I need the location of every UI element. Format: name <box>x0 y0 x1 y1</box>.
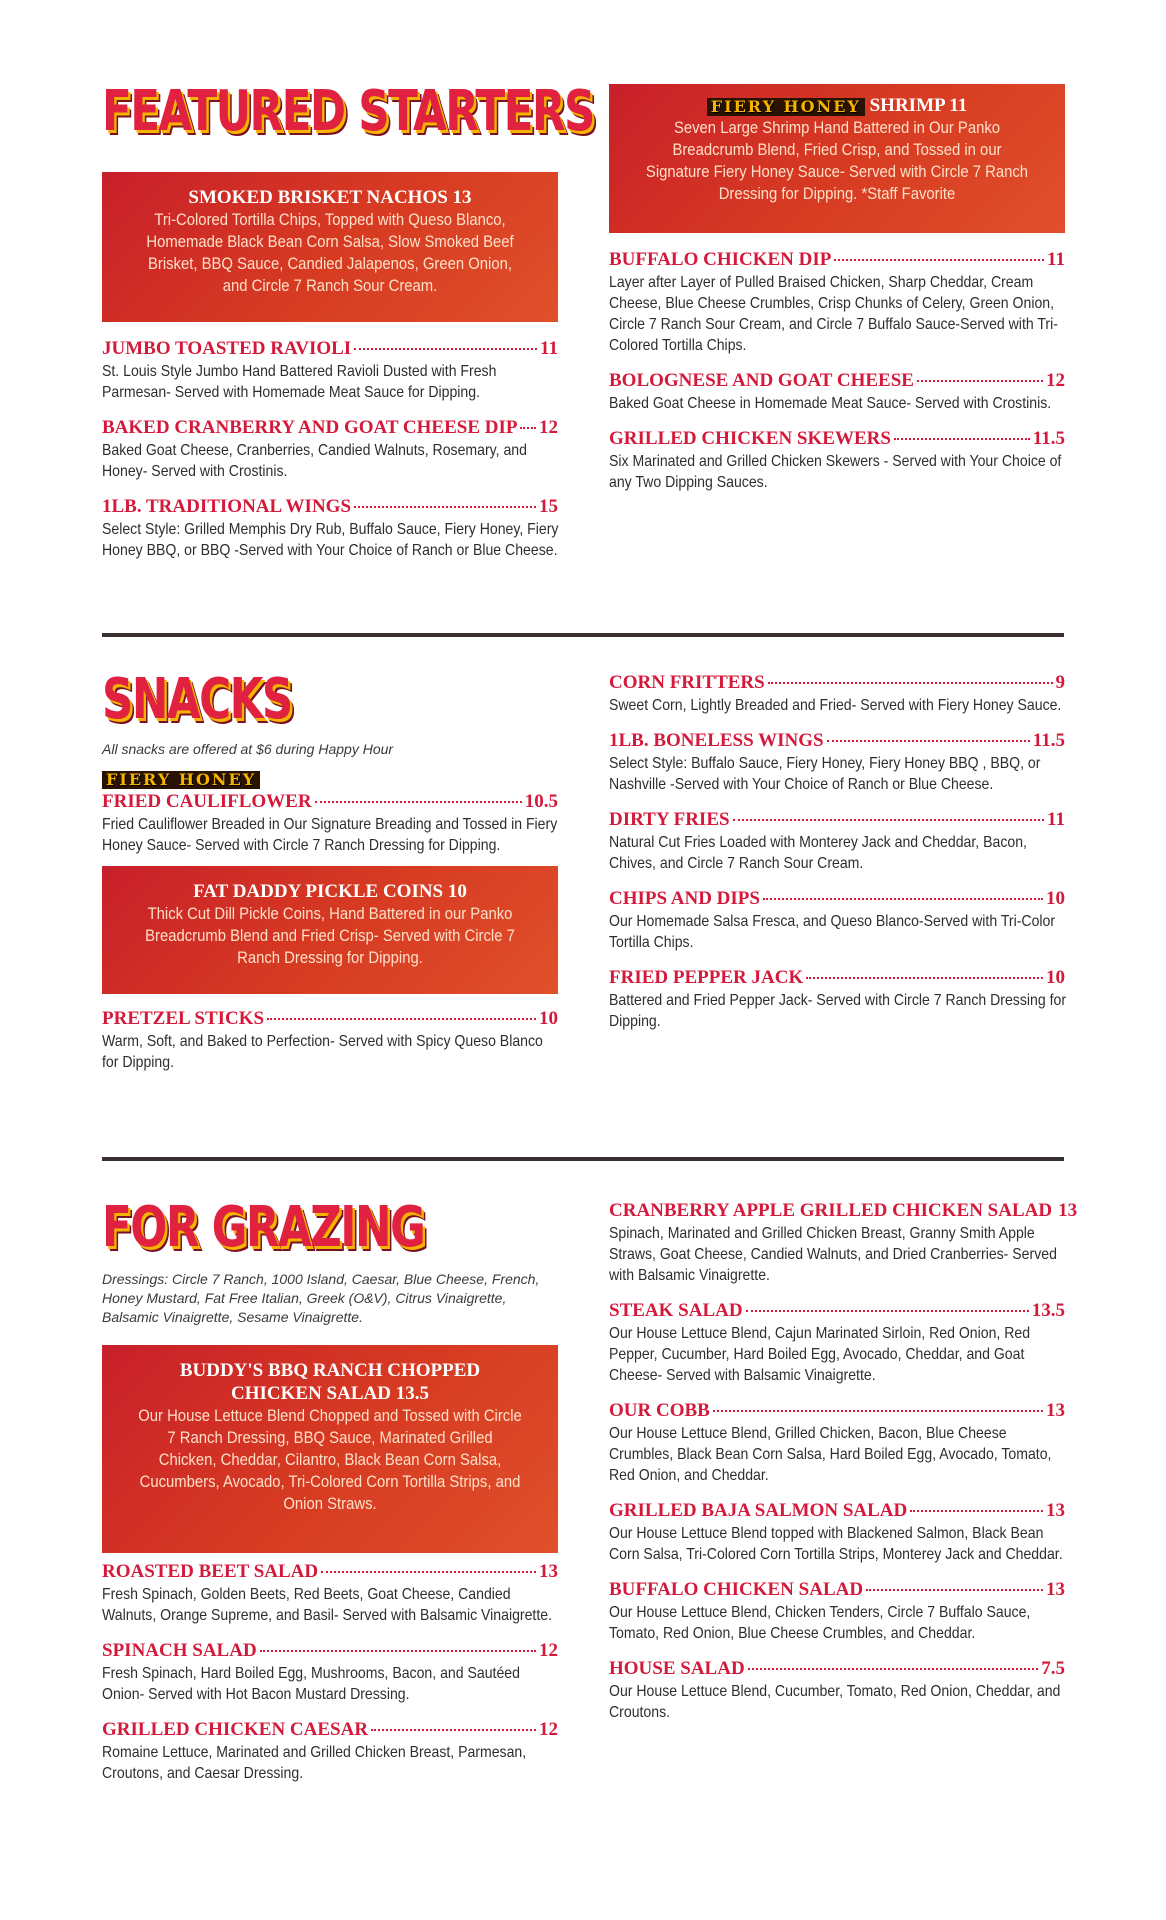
item-desc: Layer after Layer of Pulled Braised Chicken, Sharp Cheddar, Cream Cheese, Blue Cheese Crumbles, Crisp Chunks of Celery, Green Onion, Circle 7 Ranch Sour Cream, and Circle 7 Buffalo Sauce-Served with Tri-Colored Tortilla Chips. <box>609 274 1058 354</box>
item-desc: Six Marinated and Grilled Chicken Skewers - Served with Your Choice of any Two Dipping Sauces. <box>609 453 1062 491</box>
item-price: 11.5 <box>1032 730 1065 751</box>
item-name: GRILLED CHICKEN SKEWERS <box>609 428 891 449</box>
starters-left-column <box>102 79 594 575</box>
item-name: JUMBO TOASTED RAVIOLI <box>102 338 352 359</box>
item-price: 11 <box>1047 809 1065 830</box>
for-grazing-section <box>102 1195 1078 1836</box>
section-divider <box>102 633 1064 637</box>
grazing-left-column <box>102 1196 558 1798</box>
item-desc: Natural Cut Fries Loaded with Monterey Jack and Cheddar, Bacon, Chives, and Circle 7 Ranch Sour Cream. <box>609 834 1027 872</box>
item-name: CHIPS AND DIPS <box>609 888 760 909</box>
menu-item <box>609 672 1065 716</box>
happy-hour-note: All snacks are offered at $6 during Happy Hour <box>102 741 394 757</box>
item-desc: St. Louis Style Jumbo Hand Battered Ravioli Dusted with Fresh Parmesan- Served with Homemade Meat Sauce for Dipping. <box>102 363 497 401</box>
item-name: STEAK SALAD <box>609 1300 743 1321</box>
featured-item-box <box>102 866 558 994</box>
menu-item <box>102 1561 558 1626</box>
featured-item-box <box>102 172 558 322</box>
item-name: CRANBERRY APPLE GRILLED CHICKEN SALAD <box>609 1200 1053 1221</box>
item-price: 10 <box>539 1008 558 1030</box>
featured-item-desc: Seven Large Shrimp Hand Battered in Our Panko Breadcrumb Blend, Fried Crisp, and Tossed in our Signature Fiery Honey Sauce- Served with Circle 7 Ranch Dressing for Dipping. *Staff Favorite <box>645 119 1029 203</box>
item-price: 15 <box>539 496 558 517</box>
item-price: 10 <box>1046 888 1065 909</box>
item-price: 13 <box>539 1561 558 1582</box>
item-price: 12 <box>539 417 558 438</box>
menu-item <box>102 1719 558 1784</box>
item-name: BUFFALO CHICKEN SALAD <box>609 1579 864 1600</box>
item-name: FRIED PEPPER JACK <box>609 967 804 988</box>
menu-item <box>102 1640 558 1705</box>
featured-item-title: SMOKED BRISKET NACHOS 13 <box>188 187 472 208</box>
item-name: HOUSE SALAD <box>609 1658 745 1679</box>
item-price: 13 <box>1046 1579 1065 1600</box>
menu-item <box>102 1008 558 1073</box>
snacks-left-column <box>102 668 558 1087</box>
fiery-honey-logo: FIERY HONEY <box>707 98 865 116</box>
item-name: PRETZEL STICKS <box>102 1008 265 1030</box>
featured-item-title: SHRIMP 11 <box>869 95 968 116</box>
snacks-section <box>102 667 1067 1138</box>
item-desc: Select Style: Grilled Memphis Dry Rub, Buffalo Sauce, Fiery Honey, Fiery Honey BBQ, or BBQ -Served with Your Choice of Ranch or Blue Cheese. <box>102 521 559 559</box>
item-desc: Our House Lettuce Blend, Chicken Tenders, Circle 7 Buffalo Sauce, Tomato, Red Onion, Blue Cheese Crumbles, and Cheddar. <box>609 1604 1031 1642</box>
grazing-right-column <box>609 1200 1078 1737</box>
starters-right-column <box>609 84 1065 507</box>
featured-item-title: BUDDY'S BBQ RANCH CHOPPED <box>179 1360 481 1381</box>
item-price: 10.5 <box>524 791 558 813</box>
item-price: 13.5 <box>1031 1300 1065 1321</box>
item-price: 11 <box>1047 249 1065 270</box>
section-heading: FOR GRAZING <box>102 1195 425 1260</box>
featured-item-box <box>609 84 1065 233</box>
item-price: 11 <box>540 338 558 359</box>
item-name: 1LB. TRADITIONAL WINGS <box>102 496 352 517</box>
item-desc: Fried Cauliflower Breaded in Our Signature Breading and Tossed in Fiery Honey Sauce- Served with Circle 7 Ranch Dressing for Dipping. <box>102 816 558 855</box>
menu-item <box>102 771 558 856</box>
menu-item <box>609 730 1065 795</box>
menu-item <box>609 428 1065 493</box>
featured-item-desc: Tri-Colored Tortilla Chips, Topped with Queso Blanco, Homemade Black Bean Corn Salsa, Slow Smoked Beef Brisket, BBQ Sauce, Candied Jalapenos, Green Onion, and Circle 7 Ranch Sour Cream. <box>146 211 514 295</box>
item-desc: Fresh Spinach, Golden Beets, Red Beets, Goat Cheese, Candied Walnuts, Orange Supreme, and Basil- Served with Balsamic Vinaigrette. <box>102 1586 552 1624</box>
item-price: 13 <box>1046 1500 1065 1521</box>
item-name: GRILLED CHICKEN CAESAR <box>102 1719 369 1740</box>
item-price: 10 <box>1046 967 1065 988</box>
item-name: SPINACH SALAD <box>102 1640 257 1661</box>
menu-item <box>609 370 1065 414</box>
item-name: OUR COBB <box>609 1400 710 1421</box>
menu-item <box>609 1500 1065 1565</box>
item-name: GRILLED BAJA SALMON SALAD <box>609 1500 908 1521</box>
item-desc: Battered and Fried Pepper Jack- Served with Circle 7 Ranch Dressing for Dipping. <box>609 992 1067 1030</box>
item-price: 12 <box>539 1719 558 1740</box>
featured-item-desc: Our House Lettuce Blend Chopped and Tossed with Circle 7 Ranch Dressing, BBQ Sauce, Marinated Grilled Chicken, Cheddar, Cilantro, Black Bean Corn Salsa, Cucumbers, Avocado, Tri-Colored Corn Tortilla Strips, and Onion Straws. <box>138 1407 522 1513</box>
item-price: 12 <box>1046 370 1065 391</box>
item-name: CORN FRITTERS <box>609 672 765 693</box>
featured-item-box <box>102 1345 558 1553</box>
item-desc: Baked Goat Cheese, Cranberries, Candied Walnuts, Rosemary, and Honey- Served with Crostinis. <box>102 442 527 480</box>
item-desc: Our House Lettuce Blend, Grilled Chicken, Bacon, Blue Cheese Crumbles, Black Bean Corn Salsa, Hard Boiled Egg, Avocado, Tomato, Red Onion, and Cheddar. <box>609 1425 1052 1484</box>
item-name: BOLOGNESE AND GOAT CHEESE <box>609 370 914 391</box>
item-name: 1LB. BONELESS WINGS <box>609 730 824 751</box>
section-heading: FEATURED STARTERS <box>102 79 594 144</box>
fiery-honey-logo: FIERY HONEY <box>102 771 260 789</box>
menu-item <box>609 1300 1065 1386</box>
menu-item <box>609 249 1065 356</box>
menu-item <box>609 1400 1065 1486</box>
item-name: BUFFALO CHICKEN DIP <box>609 249 832 270</box>
menu-item <box>102 496 558 561</box>
item-desc: Spinach, Marinated and Grilled Chicken Breast, Granny Smith Apple Straws, Goat Cheese, Candied Walnuts, and Dried Cranberries- Served with Balsamic Vinaigrette. <box>609 1225 1057 1284</box>
item-name: BAKED CRANBERRY AND GOAT CHEESE DIP <box>102 417 518 438</box>
item-desc: Fresh Spinach, Hard Boiled Egg, Mushrooms, Bacon, and Sautéed Onion- Served with Hot Bacon Mustard Dressing. <box>102 1665 520 1703</box>
item-name: ROASTED BEET SALAD <box>102 1561 319 1582</box>
dressings-note: Dressings: Circle 7 Ranch, 1000 Island, Caesar, Blue Cheese, French, Honey Mustard, Fat Free Italian, Greek (O&V), Citrus Vinaigrette, Balsamic Vinaigrette, Sesame Vinaigrette. <box>102 1271 540 1325</box>
section-divider <box>102 1157 1064 1161</box>
item-price: 11.5 <box>1032 428 1065 449</box>
item-desc: Romaine Lettuce, Marinated and Grilled Chicken Breast, Parmesan, Croutons, and Caesar Dressing. <box>102 1744 527 1782</box>
item-desc: Our Homemade Salsa Fresca, and Queso Blanco-Served with Tri-Color Tortilla Chips. <box>609 913 1056 951</box>
item-desc: Warm, Soft, and Baked to Perfection- Served with Spicy Queso Blanco for Dipping. <box>102 1033 543 1072</box>
menu-item <box>609 888 1065 953</box>
item-desc: Our House Lettuce Blend, Cajun Marinated Sirloin, Red Onion, Red Pepper, Cucumber, Hard Boiled Egg, Avocado, Cheddar, and Goat Cheese- Served with Balsamic Vinaigrette. <box>609 1325 1031 1384</box>
menu-item <box>609 1658 1065 1723</box>
item-price: 7.5 <box>1041 1658 1065 1679</box>
section-heading: SNACKS <box>102 667 292 732</box>
item-desc: Our House Lettuce Blend, Cucumber, Tomato, Red Onion, Cheddar, and Croutons. <box>609 1683 1061 1721</box>
menu-item <box>102 417 558 482</box>
menu-item <box>102 338 558 403</box>
snacks-right-column <box>609 672 1065 1046</box>
item-name: DIRTY FRIES <box>609 809 730 830</box>
featured-item-title: FAT DADDY PICKLE COINS 10 <box>193 881 467 903</box>
item-desc: Baked Goat Cheese in Homemade Meat Sauce- Served with Crostinis. <box>609 395 1052 412</box>
item-price: 9 <box>1055 672 1065 693</box>
menu-item <box>609 809 1065 874</box>
item-desc: Our House Lettuce Blend topped with Blackened Salmon, Black Bean Corn Salsa, Tri-Colored Corn Tortilla Strips, Monterey Jack and Cheddar. <box>609 1525 1063 1563</box>
item-desc: Sweet Corn, Lightly Breaded and Fried- Served with Fiery Honey Sauce. <box>609 697 1062 714</box>
featured-item-title: CHICKEN SALAD 13.5 <box>231 1383 429 1404</box>
item-price: 13 <box>1058 1200 1078 1221</box>
item-price: 12 <box>539 1640 558 1661</box>
item-desc: Select Style: Buffalo Sauce, Fiery Honey, Fiery Honey BBQ , BBQ, or Nashville -Served with Your Choice of Ranch or Blue Cheese. <box>609 755 1041 793</box>
item-price: 13 <box>1046 1400 1065 1421</box>
featured-starters-section <box>102 80 1064 600</box>
item-name: FRIED CAULIFLOWER <box>102 791 312 813</box>
featured-item-desc: Thick Cut Dill Pickle Coins, Hand Battered in our Panko Breadcrumb Blend and Fried Crisp- Served with Circle 7 Ranch Dressing for Dipping. <box>145 905 515 968</box>
menu-item <box>609 967 1065 1032</box>
menu-item <box>609 1579 1065 1644</box>
menu-item <box>609 1200 1078 1286</box>
